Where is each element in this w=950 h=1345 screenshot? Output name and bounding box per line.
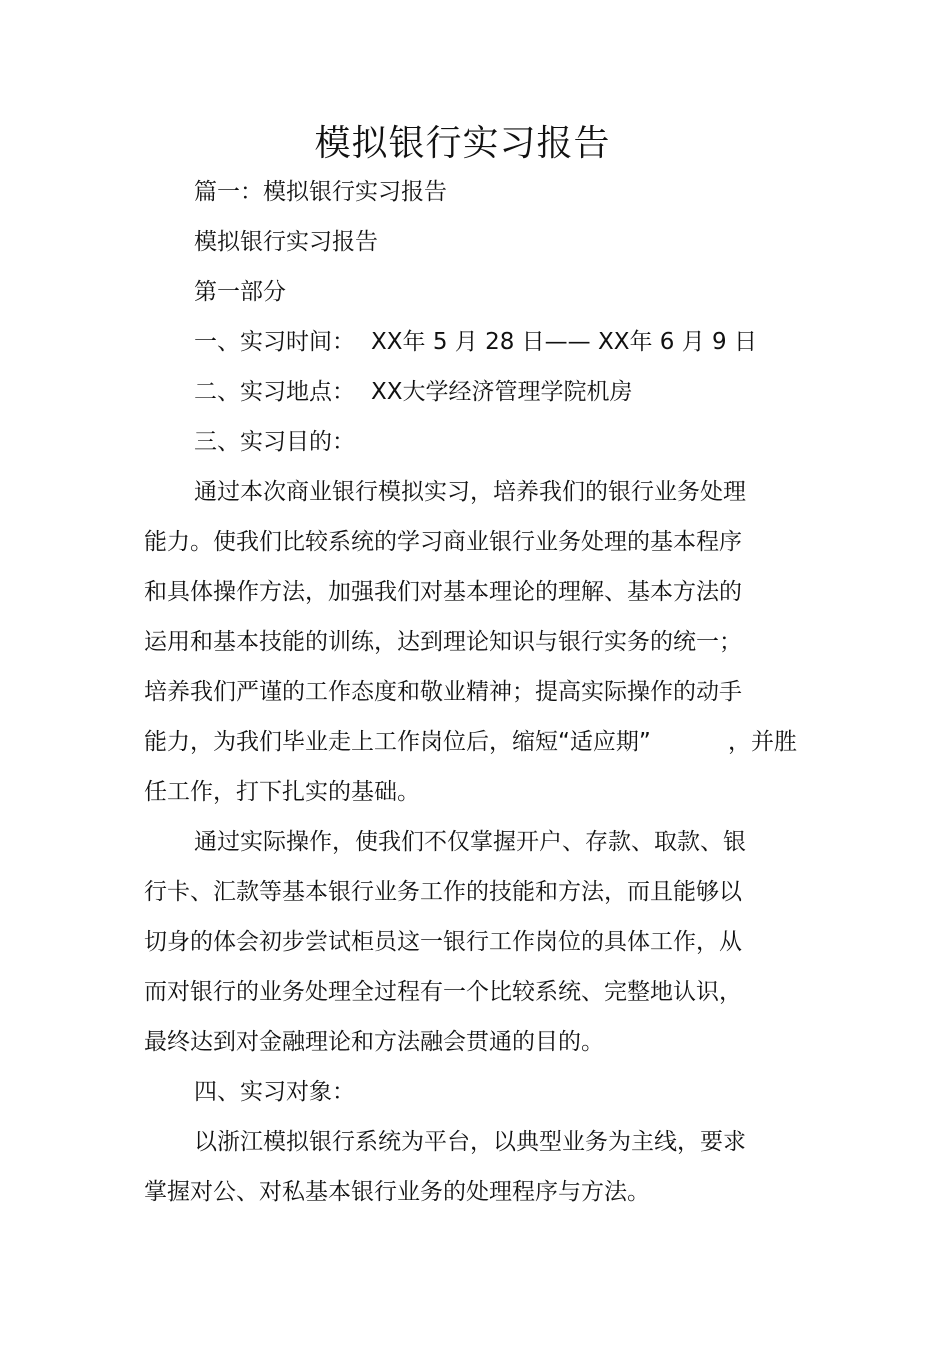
paragraph-line: 培养我们严谨的工作态度和敬业精神；提高实际操作的动手 [144, 679, 742, 705]
report-subtitle: 模拟银行实习报告 [194, 229, 378, 255]
paragraph-line: 掌握对公、对私基本银行业务的处理程序与方法。 [144, 1179, 650, 1205]
paragraph-line-tail: ，并胜 [728, 729, 797, 755]
paragraph-line: 切身的体会初步尝试柜员这一银行工作岗位的具体工作，从 [144, 929, 742, 955]
paragraph-line: 行卡、汇款等基本银行业务工作的技能和方法，而且能够以 [144, 879, 742, 905]
paragraph-line: 任工作，打下扎实的基础。 [144, 779, 420, 805]
paragraph-line: 以浙江模拟银行系统为平台，以典型业务为主线，要求 [194, 1129, 746, 1155]
paragraph-line: 能力，为我们毕业走上工作岗位后，缩短“适应期” [144, 729, 651, 755]
paragraph-line: 能力。使我们比较系统的学习商业银行业务处理的基本程序 [144, 529, 742, 555]
section-heading: 第一部分 [194, 279, 286, 305]
paragraph-line: 和具体操作方法，加强我们对基本理论的理解、基本方法的 [144, 579, 742, 605]
internship-place-row [194, 377, 633, 407]
internship-place-label: 二、实习地点： [194, 379, 355, 405]
paragraph-line: 最终达到对金融理论和方法融会贯通的目的。 [144, 1029, 604, 1055]
internship-time-value: XX年 5 月 28 日—— XX年 6 月 9 日 [371, 329, 757, 355]
paragraph-line: 通过本次商业银行模拟实习，培养我们的银行业务处理 [194, 479, 746, 505]
object-heading: 四、实习对象： [194, 1079, 355, 1105]
document-title: 模拟银行实习报告 [314, 123, 611, 164]
paragraph-line: 而对银行的业务处理全过程有一个比较系统、完整地认识， [144, 979, 742, 1005]
internship-place-value: XX大学经济管理学院机房 [371, 379, 633, 405]
purpose-heading: 三、实习目的： [194, 429, 355, 455]
internship-time-row [194, 327, 757, 357]
paragraph-line: 运用和基本技能的训练，达到理论知识与银行实务的统一； [144, 629, 742, 655]
internship-time-label: 一、实习时间： [194, 329, 355, 355]
paragraph-line: 通过实际操作，使我们不仅掌握开户、存款、取款、银 [194, 829, 746, 855]
part-heading: 篇一：模拟银行实习报告 [194, 179, 447, 205]
